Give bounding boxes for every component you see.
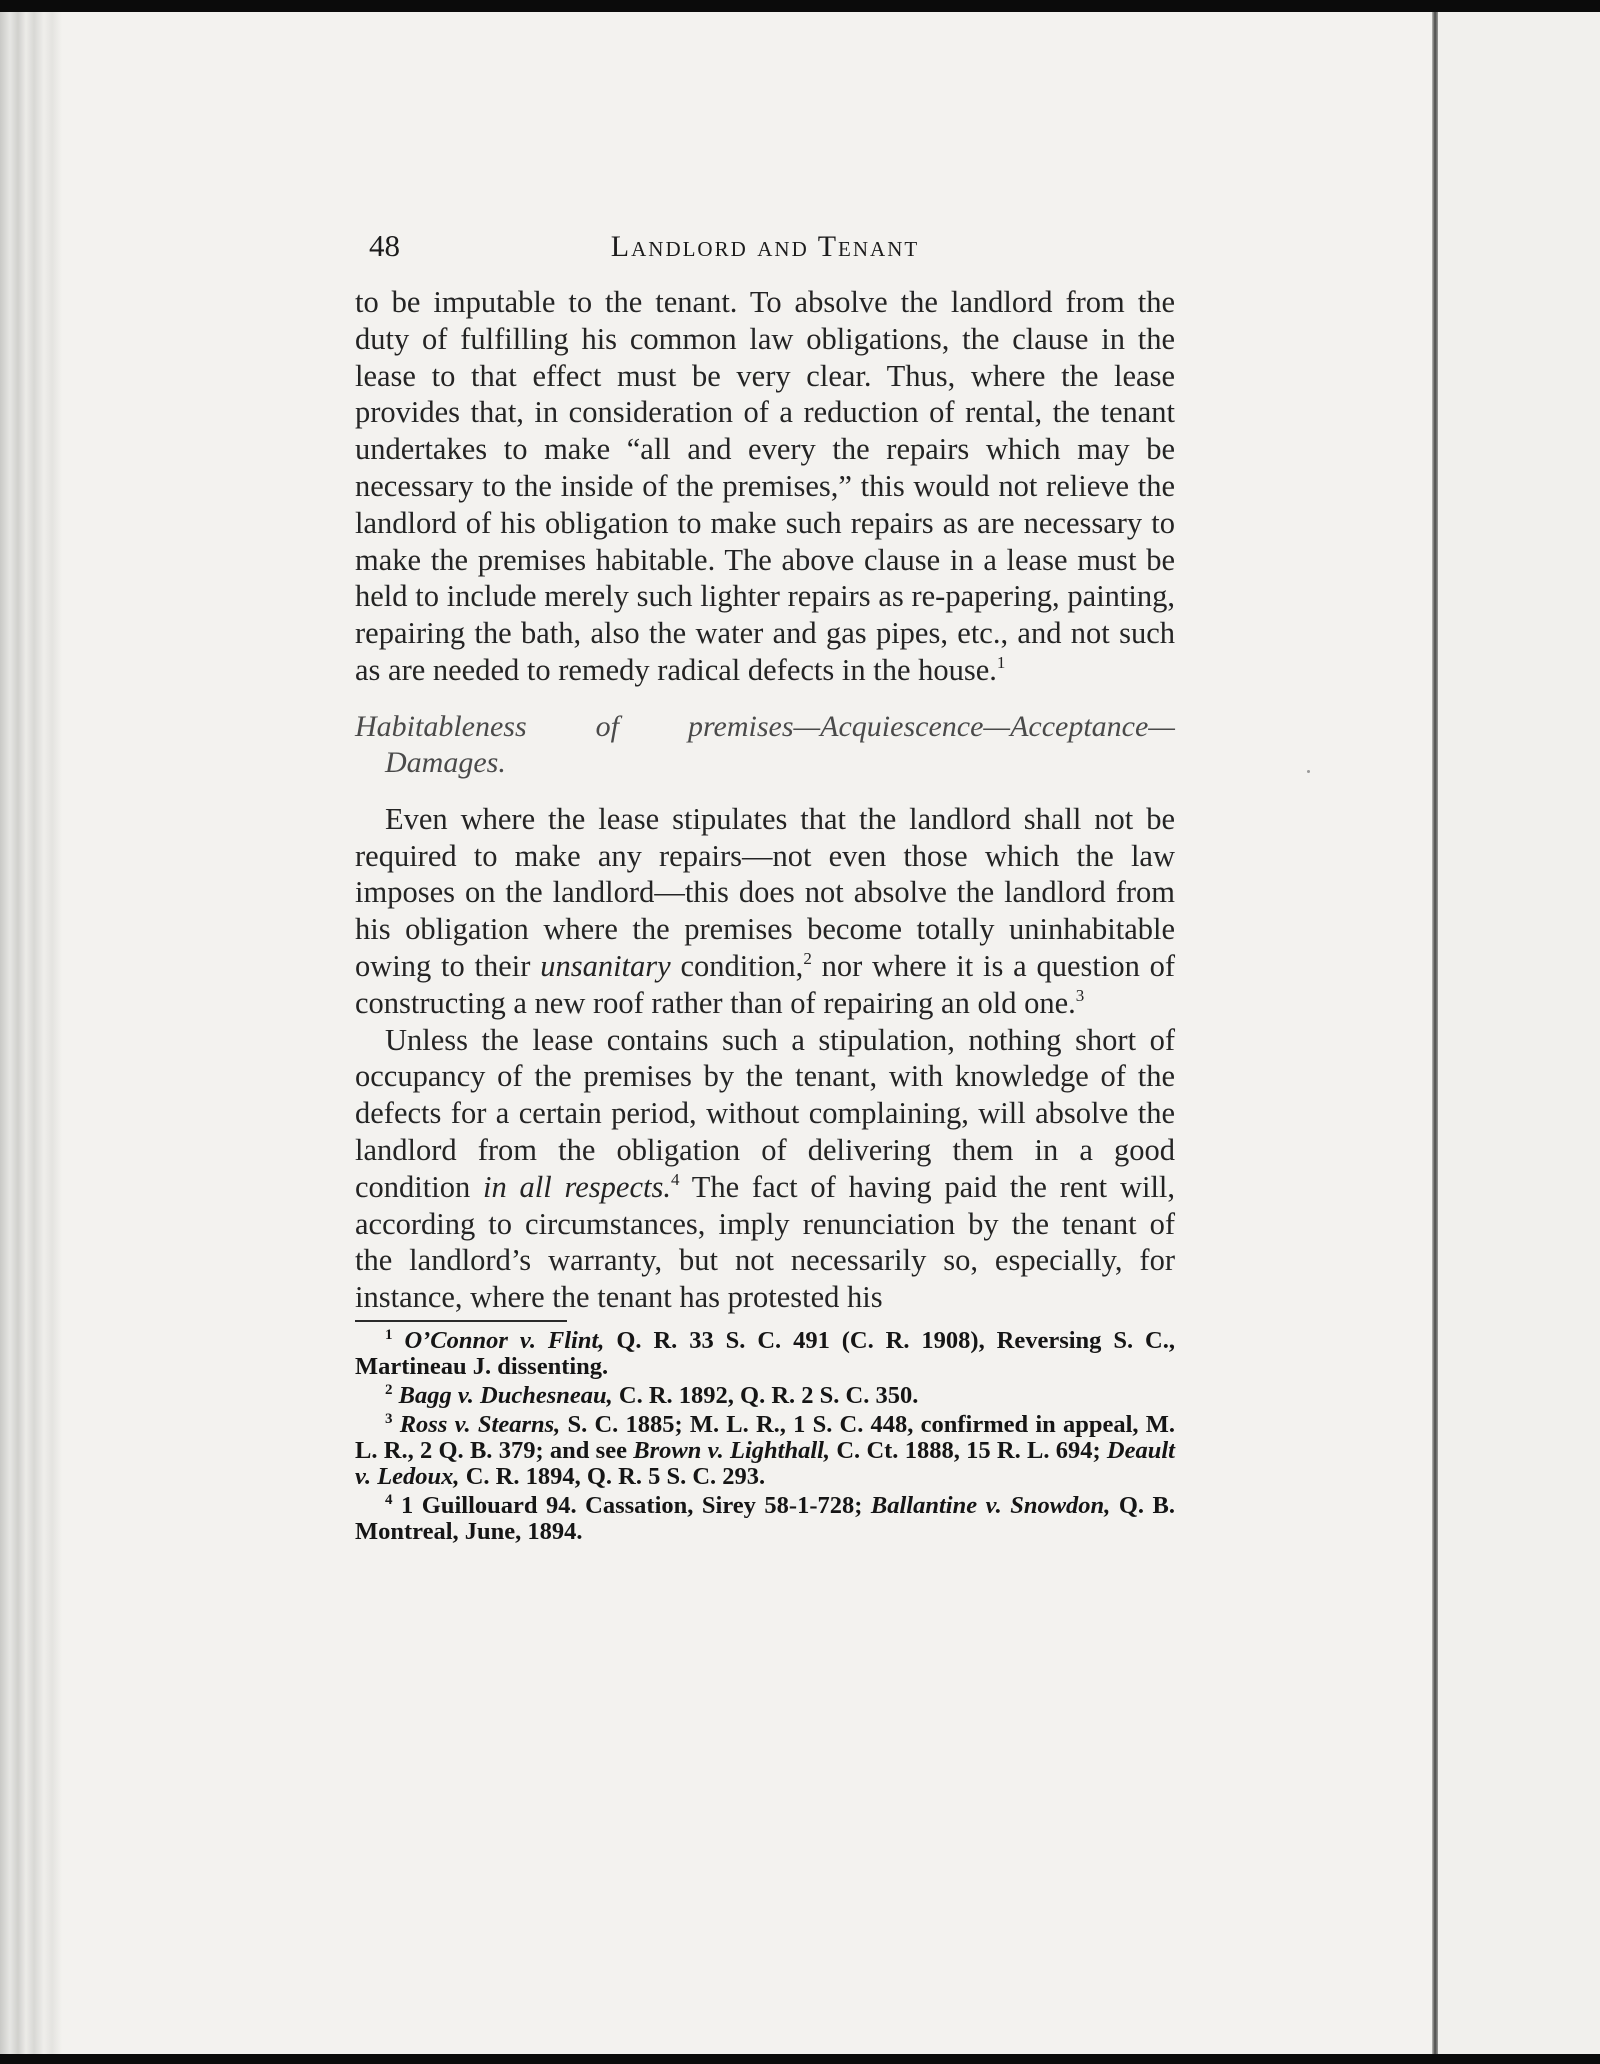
footnote-ref: 4 xyxy=(670,1169,680,1189)
running-title: Landlord and Tenant xyxy=(610,230,920,263)
footnotes xyxy=(355,1328,1175,1545)
sidenote-line-2: Damages. xyxy=(385,745,506,779)
case-name: Deault v. Ledoux, xyxy=(355,1436,1175,1490)
case-name: Bagg v. Duchesneau, xyxy=(398,1381,613,1409)
footnote-ref: 3 xyxy=(1075,985,1085,1005)
emphasis-text: in all respects. xyxy=(483,1169,671,1204)
footnote-text: C. R. 1894, Q. R. 5 S. C. 293. xyxy=(465,1462,766,1490)
body-text xyxy=(355,284,1175,1316)
binding-gutter xyxy=(0,12,62,2054)
adjacent-page-margin xyxy=(1438,12,1600,2054)
footnote xyxy=(355,1328,1175,1380)
sidenote-line-1: Habitableness of premises—Acquiescence—Acceptance— xyxy=(355,709,1175,743)
footnote-text: Q. B. Montreal, June, 1894. xyxy=(355,1491,1176,1545)
case-name: O’Connor v. Flint, xyxy=(404,1326,605,1354)
footnote-text: 1 Guillouard 94. Cassation, Sirey 58-1-728; xyxy=(401,1491,863,1519)
case-name: Ross v. Stearns, xyxy=(399,1410,561,1438)
case-name: Brown v. Lighthall, xyxy=(633,1436,831,1464)
paragraph-continued xyxy=(355,284,1175,689)
footnote-text: C. Ct. 1888, 15 R. L. 694; xyxy=(836,1436,1101,1464)
paragraph-text: nor where it is a question of constructing a new roof rather than of repairing an old one. xyxy=(355,948,1176,1020)
section-sidenote xyxy=(355,709,1175,781)
footnote-number: 4 xyxy=(385,1491,393,1508)
case-name: Ballantine v. Snowdon, xyxy=(870,1491,1111,1519)
page-number: 48 xyxy=(369,228,400,263)
footnote-number: 2 xyxy=(385,1381,393,1398)
paragraph-text: Even where the lease stipulates that the landlord shall not be required to make any repairs—not even those which the law imposes on the landlord—this does not absolve the landlord from his obligation where the premises become totally uninhabitable owing to their xyxy=(355,801,1175,983)
paper-speck xyxy=(1307,770,1310,773)
book-page xyxy=(355,228,1175,1788)
footnote-ref: 1 xyxy=(996,652,1006,672)
footnote-text: C. R. 1892, Q. R. 2 S. C. 350. xyxy=(618,1381,919,1409)
emphasis-text: unsanitary xyxy=(540,948,671,983)
footnote xyxy=(355,1383,1175,1409)
paragraph-text: The fact of having paid the rent will, according to circumstances, imply renunciation by the tenant of the landlord’s warranty, but not necessarily so, especially, for instance, where the tenant has protested his xyxy=(355,1169,1176,1315)
footnote xyxy=(355,1493,1175,1545)
footnote-number: 1 xyxy=(385,1326,393,1343)
paragraph xyxy=(355,1022,1175,1316)
paragraph xyxy=(355,801,1175,1022)
footnote-number: 3 xyxy=(385,1410,393,1427)
footnote-ref: 2 xyxy=(803,948,812,968)
footnote-rule xyxy=(355,1320,567,1322)
footnote-text: S. C. 1885; M. L. R., 1 S. C. 448, confirmed in appeal, M. L. R., 2 Q. B. 379; and see xyxy=(355,1410,1176,1464)
page-header xyxy=(355,228,1175,284)
footnote xyxy=(355,1412,1175,1490)
paragraph-text: condition, xyxy=(680,948,804,983)
paragraph-text: to be imputable to the tenant. To absolve the landlord from the duty of fulfilling his common law obligations, the clause in the lease to that effect must be very clear. Thus, where the lease provides that, in consideration of a reduction of rental, the tenant undertakes to make “all and every the repairs which may be necessary to the inside of the premises,” this would not relieve the landlord of his obligation to make such repairs as are necessary to make the premises habitable. The above clause in a lease must be held to include merely such lighter repairs as re-papering, painting, repairing the bath, also the water and gas pipes, etc., and not such as are needed to remedy radical defects in the house. xyxy=(355,285,1175,687)
footnote-text: Q. R. 33 S. C. 491 (C. R. 1908), Reversing S. C., Martineau J. dissenting. xyxy=(355,1326,1175,1380)
paragraph-text: Unless the lease contains such a stipulation, nothing short of occupancy of the premises by the tenant, with knowledge of the defects for a certain period, without complaining, will absolve the landlord from the obligation of delivering them in a good condition xyxy=(355,1022,1175,1204)
